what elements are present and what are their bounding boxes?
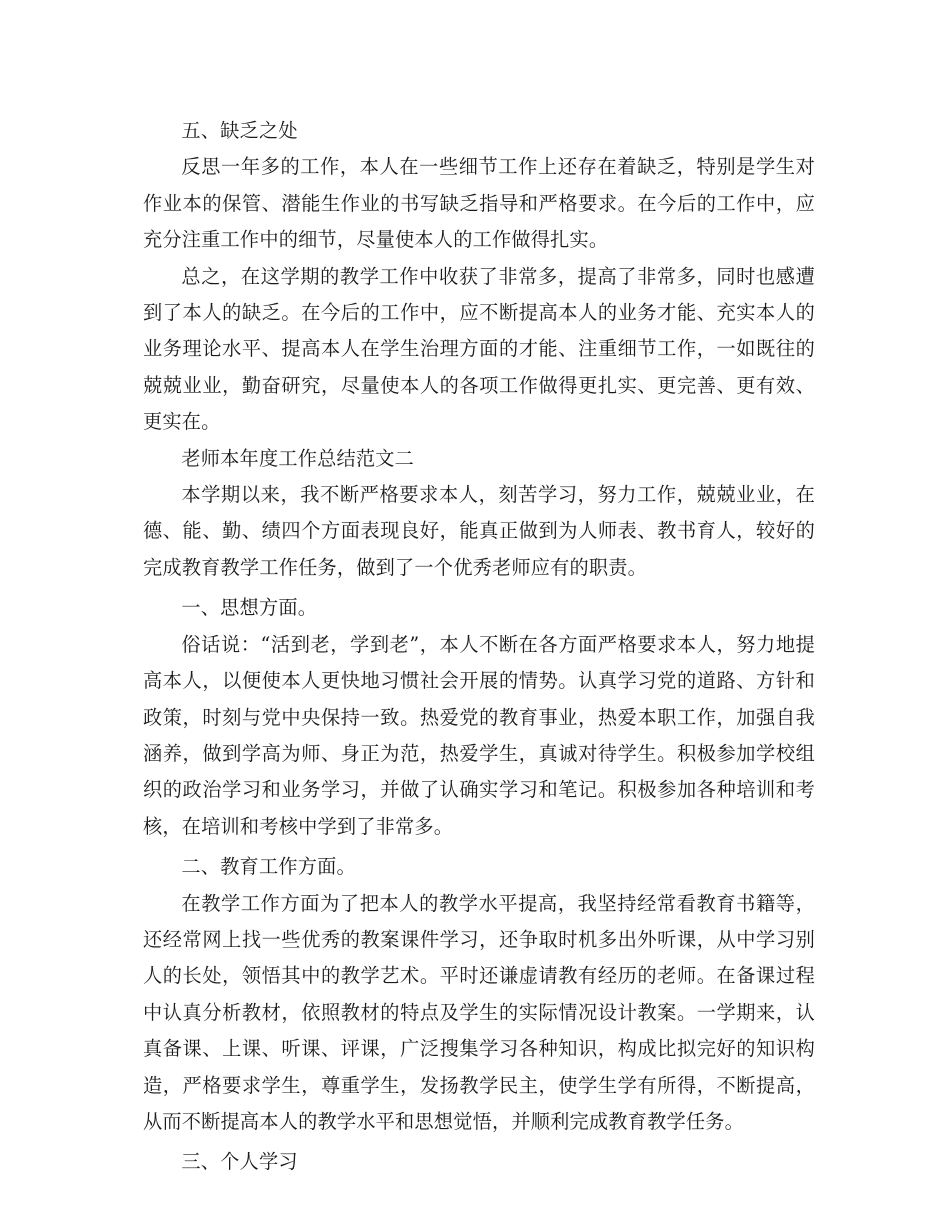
paragraph-education: 在教学工作方面为了把本人的教学水平提高，我坚持经常看教育书籍等，还经常网上找一些优秀的教案课件学习，还争取时机多出外听课，从中学习别人的长处，领悟其中的教学艺术。平时还谦虚请教有经历的老师。在备课过程中认真分析教材，依照教材的特点及学生的实际情况设计教案。一学期来，认真备课、上课、听课、评课，广泛搜集学习各种知识，构成比拟完好的知识构造，严格要求学生，尊重学生，发扬教学民主，使学生学有所得，不断提高，从而不断提高本人的教学水平和思想觉悟，并顺利完成教育教学任务。: [143, 891, 815, 1133]
section-heading-education: 二、教育工作方面。: [181, 855, 356, 879]
section-heading-personal-study: 三、个人学习: [181, 1150, 298, 1174]
article-title-two: 老师本年度工作总结范文二: [181, 446, 415, 470]
paragraph-intro: 本学期以来，我不断严格要求本人，刻苦学习，努力工作，兢兢业业，在德、能、勤、绩四个方面表现良好，能真正做到为人师表、教书育人，较好的完成教育教学工作任务，做到了一个优秀老师应有的职责。: [143, 483, 815, 579]
paragraph-reflection: 反思一年多的工作，本人在一些细节工作上还存在着缺乏，特别是学生对作业本的保管、潜能生作业的书写缺乏指导和严格要求。在今后的工作中，应充分注重工作中的细节，尽量使本人的工作做得扎实。: [143, 155, 815, 252]
section-heading-shortcomings: 五、缺乏之处: [181, 119, 298, 142]
paragraph-ideology: 俗话说：“活到老，学到老”，本人不断在各方面严格要求本人，努力地提高本人，以便使本人更快地习惯社会开展的情势。认真学习党的道路、方针和政策，时刻与党中央保持一致。热爱党的教育事业，热爱本职工作，加强自我涵养，做到学高为师、身正为范，热爱学生，真诚对待学生。积极参加学校组织的政治学习和业务学习，并做了认确实学习和笔记。积极参加各种培训和考核，在培训和考核中学到了非常多。: [143, 632, 815, 838]
paragraph-summary: 总之，在这学期的教学工作中收获了非常多，提高了非常多，同时也感遭到了本人的缺乏。在今后的工作中，应不断提高本人的业务才能、充实本人的业务理论水平、提高本人在学生治理方面的才能、注重细节工作，一如既往的兢兢业业，勤奋研究，尽量使本人的各项工作做得更扎实、更完善、更有效、更实在。: [143, 264, 815, 434]
section-heading-ideology: 一、思想方面。: [181, 596, 318, 620]
document-body: [143, 113, 815, 1181]
